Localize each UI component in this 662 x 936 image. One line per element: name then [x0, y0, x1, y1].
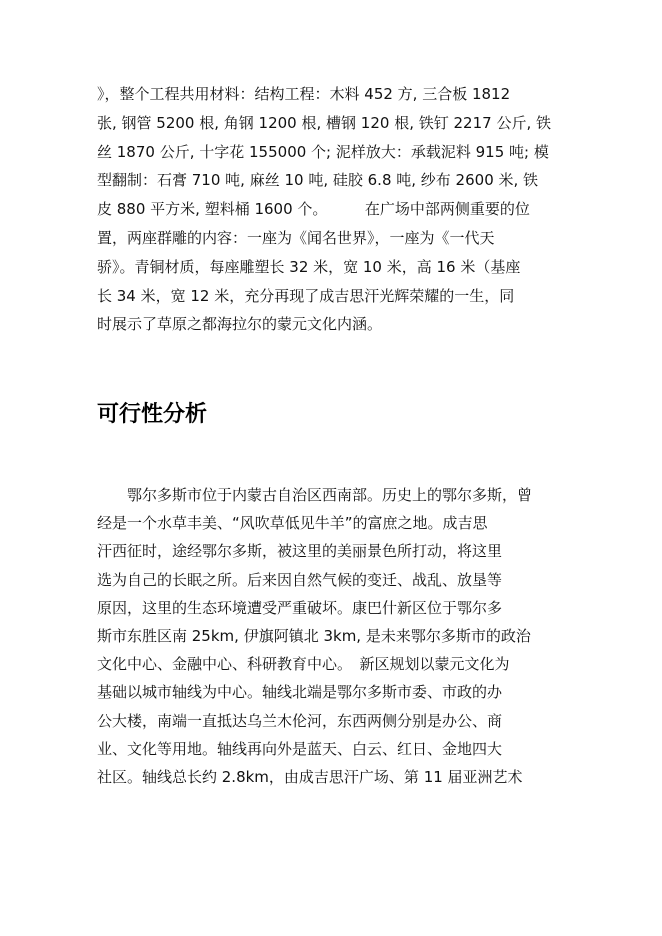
text-line: 鄂尔多斯市位于内蒙古自治区西南部。历史上的鄂尔多斯，曾: [127, 486, 533, 504]
text-line: 皮 880 平方米, 塑料桶 1600 个。 在广场中部两侧重要的位: [97, 200, 530, 219]
text-line: 长 34 米，宽 12 米，充分再现了成吉思汗光辉荣耀的一生，同: [97, 286, 515, 305]
text-line: 时展示了草原之都海拉尔的蒙元文化内涵。: [97, 315, 383, 334]
text-line: 经是一个水草丰美、“风吹草低见牛羊”的富庶之地。成吉思: [97, 514, 488, 533]
text-line: 基础以城市轴线为中心。轴线北端是鄂尔多斯市委、市政的办: [97, 683, 503, 702]
text-line: 丝 1870 公斤, 十字花 155000 个; 泥样放大：承载泥料 915 吨; 模: [97, 142, 549, 161]
text-line: 置，两座群雕的内容：一座为《闻名世界》，一座为《一代天: [97, 228, 495, 247]
paragraph-feasibility: [97, 481, 555, 791]
text-line: 社区。轴线总长约 2.8km，由成吉思汗广场、第 11 届亚洲艺术: [97, 768, 523, 787]
text-line: 》，整个工程共用材料：结构工程：木料 452 方, 三合板 1812: [97, 85, 511, 103]
text-line: 张, 钢管 5200 根, 角钢 1200 根, 槽钢 120 根, 铁钉 2217 公斤, 铁: [97, 113, 551, 132]
text-line: 公大楼，南端一直抵达乌兰木伦河，东西两侧分别是办公、商: [97, 711, 503, 730]
text-line: 选为自己的长眠之所。后来因自然气候的变迁、战乱、放垦等: [97, 570, 503, 589]
text-line: 汗西征时，途经鄂尔多斯，被这里的美丽景色所打动，将这里: [97, 542, 503, 561]
section-heading: 可行性分析: [97, 402, 208, 427]
text-line: 斯市东胜区南 25km, 伊旗阿镇北 3km, 是未来鄂尔多斯市的政治: [97, 627, 531, 646]
paragraph-materials: [97, 80, 555, 339]
text-line: 文化中心、金融中心、科研教育中心。 新区规划以蒙元文化为: [97, 655, 510, 674]
text-line: 型翻制：石膏 710 吨, 麻丝 10 吨, 硅胶 6.8 吨, 纱布 2600 米, 铁: [97, 171, 539, 190]
text-line: 骄》。青铜材质，每座雕塑长 32 米，宽 10 米，高 16 米（基座: [97, 257, 521, 276]
text-line: 业、文化等用地。轴线再向外是蓝天、白云、红日、金地四大: [97, 739, 503, 758]
text-line: 原因，这里的生态环境遭受严重破坏。康巴什新区位于鄂尔多: [97, 598, 503, 617]
